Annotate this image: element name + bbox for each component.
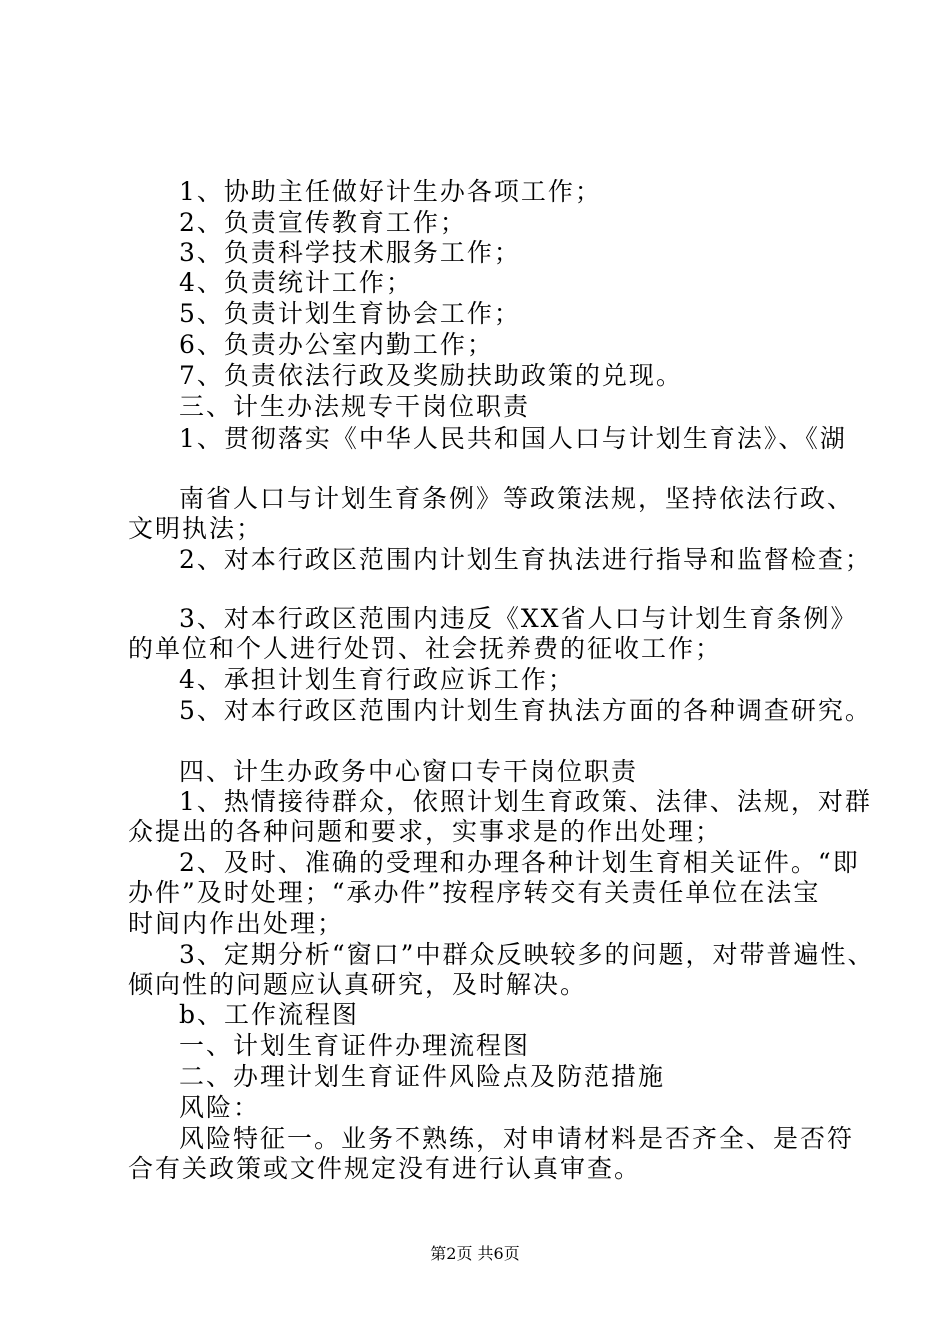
text-line: 的单位和个人进行处罚、社会抚养费的征收工作； [128,634,723,663]
text-line: 3、对本行政区范围内违反《XX省人口与计划生育条例》 [179,604,858,633]
text-line: 办件”及时处理；“承办件”按程序转交有关责任单位在法宝 [128,878,821,907]
page-number-indicator: 第2页 共6页 [430,1244,520,1263]
text-line: 4、承担计划生育行政应诉工作； [179,665,575,694]
text-line: 4、负责统计工作； [179,268,413,297]
page-footer [0,1244,950,1264]
text-line: 2、及时、准确的受理和办理各种计划生育相关证件。“即 [179,848,860,877]
text-line: 众提出的各种问题和要求，实事求是的作出处理； [128,817,723,846]
text-line: 文明执法； [128,514,264,543]
text-line: 风险特征一。业务不熟练，对申请材料是否齐全、是否符 [179,1124,855,1153]
text-line: 南省人口与计划生育条例》等政策法规，坚持依法行政、 [179,484,855,513]
text-line: 2、负责宣传教育工作； [179,208,467,237]
text-line: 合有关政策或文件规定没有进行认真审查。 [128,1154,642,1183]
text-line: 1、贯彻落实《中华人民共和国人口与计划生育法》、《湖 [179,424,847,453]
section-heading: 三、计生办法规专干岗位职责 [179,392,531,421]
text-line: 2、对本行政区范围内计划生育执法进行指导和监督检查； [179,545,872,574]
text-line: 1、协助主任做好计生办各项工作； [179,177,602,206]
text-line: 5、负责计划生育协会工作； [179,299,521,328]
section-heading: 一、计划生育证件办理流程图 [179,1031,531,1060]
section-heading: 二、办理计划生育证件风险点及防范措施 [179,1062,666,1091]
section-heading: b、工作流程图 [179,1000,360,1029]
section-heading: 四、计生办政务中心窗口专干岗位职责 [179,757,639,786]
text-line: 7、负责依法行政及奖励扶助政策的兑现。 [179,361,683,390]
text-line: 5、对本行政区范围内计划生育执法方面的各种调查研究。 [179,696,872,725]
text-line: 时间内作出处理； [128,909,345,938]
text-line: 1、热情接待群众，依照计划生育政策、法律、法规，对群 [179,787,872,816]
text-line: 3、负责科学技术服务工作； [179,238,521,267]
text-line: 3、定期分析“窗口”中群众反映较多的问题，对带普遍性、 [179,940,875,969]
text-line: 6、负责办公室内勤工作； [179,330,494,359]
text-line: 倾向性的问题应认真研究，及时解决。 [128,970,588,999]
text-line: 风险： [179,1093,261,1122]
